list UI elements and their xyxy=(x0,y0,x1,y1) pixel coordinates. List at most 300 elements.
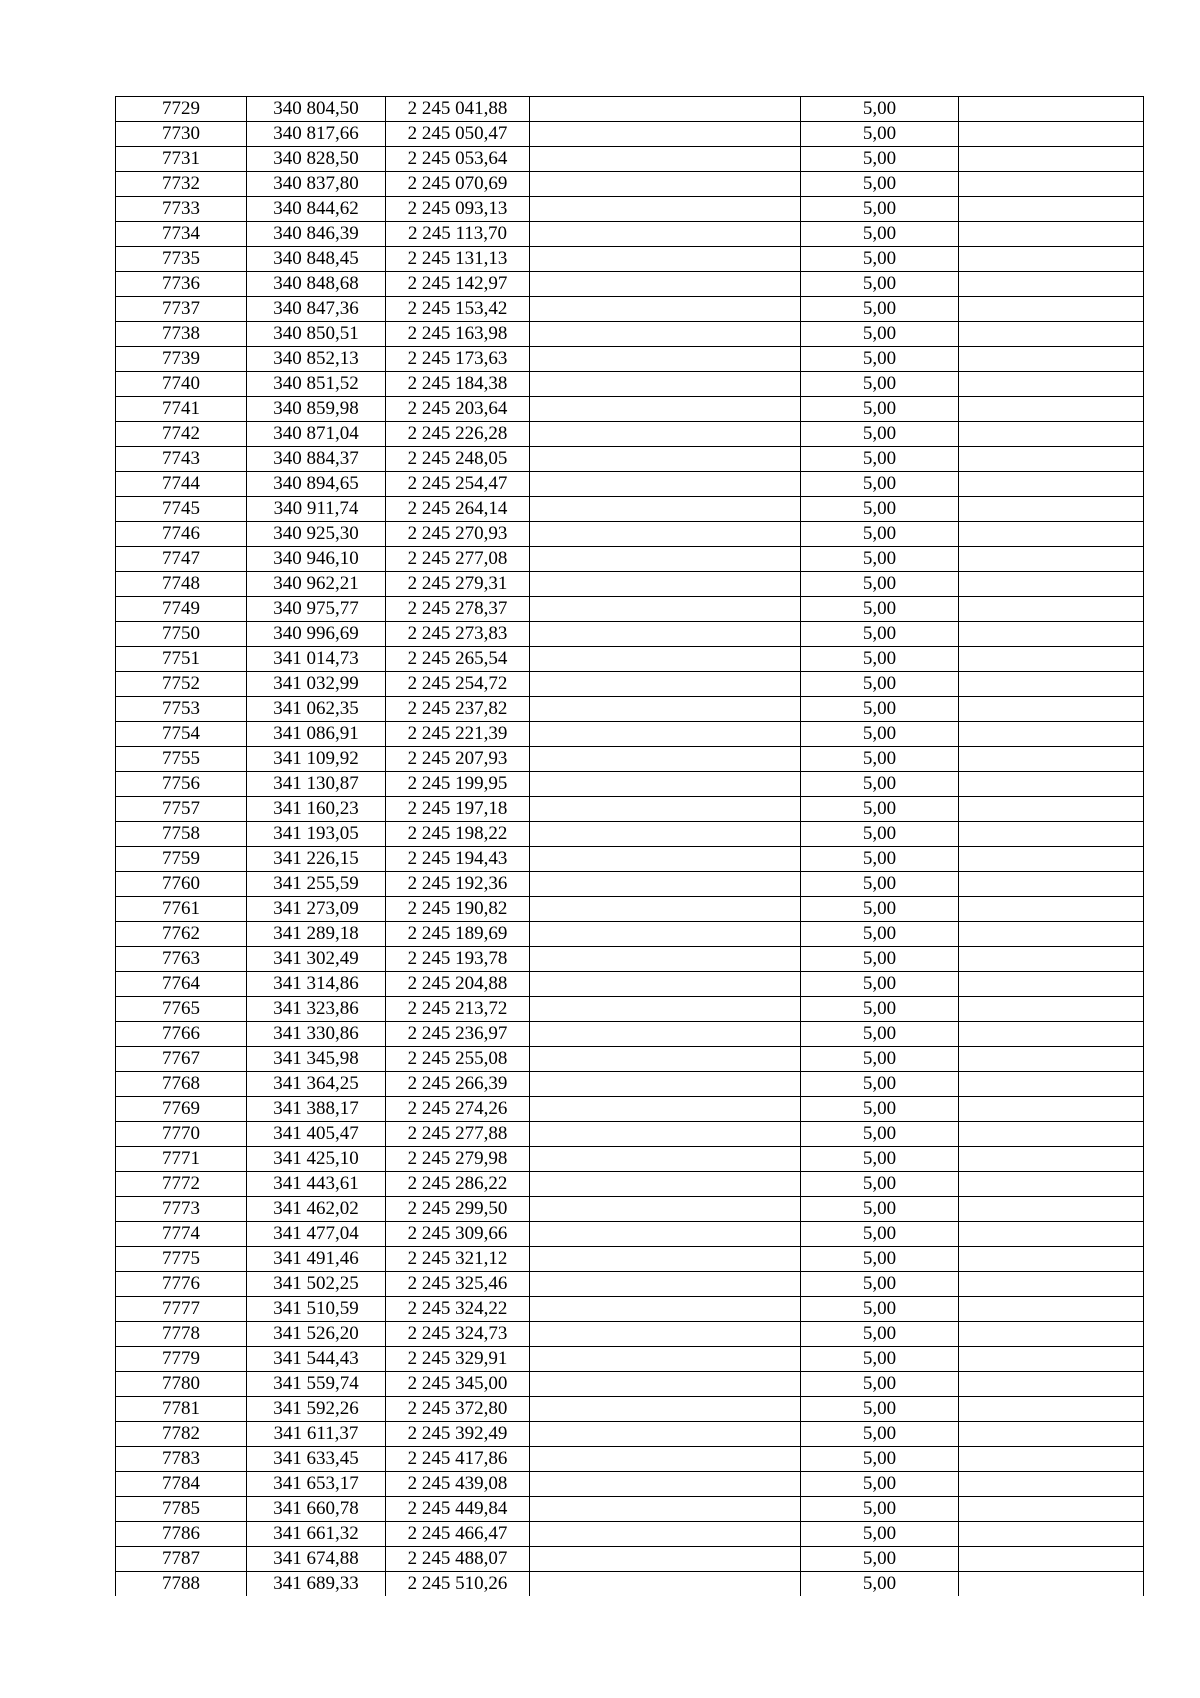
y-coordinate-cell: 2 245 142,97 xyxy=(386,272,530,297)
point-number-cell: 7747 xyxy=(116,547,247,572)
x-coordinate-cell: 341 086,91 xyxy=(247,722,386,747)
y-coordinate-cell: 2 245 194,43 xyxy=(386,847,530,872)
value-cell: 5,00 xyxy=(801,222,959,247)
x-coordinate-cell: 341 255,59 xyxy=(247,872,386,897)
x-coordinate-cell: 341 388,17 xyxy=(247,1097,386,1122)
empty-cell xyxy=(530,597,801,622)
y-coordinate-cell: 2 245 309,66 xyxy=(386,1222,530,1247)
y-coordinate-cell: 2 245 324,22 xyxy=(386,1297,530,1322)
y-coordinate-cell: 2 245 265,54 xyxy=(386,647,530,672)
point-number-cell: 7738 xyxy=(116,322,247,347)
y-coordinate-cell: 2 245 190,82 xyxy=(386,897,530,922)
table-row xyxy=(116,747,1144,772)
y-coordinate-cell: 2 245 510,26 xyxy=(386,1572,530,1597)
value-cell: 5,00 xyxy=(801,372,959,397)
point-number-cell: 7780 xyxy=(116,1372,247,1397)
y-coordinate-cell: 2 245 321,12 xyxy=(386,1247,530,1272)
empty-cell xyxy=(959,622,1144,647)
x-coordinate-cell: 341 062,35 xyxy=(247,697,386,722)
y-coordinate-cell: 2 245 266,39 xyxy=(386,1072,530,1097)
table-row xyxy=(116,472,1144,497)
value-cell: 5,00 xyxy=(801,397,959,422)
value-cell: 5,00 xyxy=(801,972,959,997)
value-cell: 5,00 xyxy=(801,447,959,472)
empty-cell xyxy=(959,1147,1144,1172)
point-number-cell: 7773 xyxy=(116,1197,247,1222)
x-coordinate-cell: 341 330,86 xyxy=(247,1022,386,1047)
empty-cell xyxy=(530,1372,801,1397)
table-row xyxy=(116,222,1144,247)
point-number-cell: 7746 xyxy=(116,522,247,547)
empty-cell xyxy=(959,572,1144,597)
table-row xyxy=(116,1522,1144,1547)
value-cell: 5,00 xyxy=(801,1372,959,1397)
y-coordinate-cell: 2 245 163,98 xyxy=(386,322,530,347)
table-row xyxy=(116,972,1144,997)
empty-cell xyxy=(530,1147,801,1172)
x-coordinate-cell: 341 477,04 xyxy=(247,1222,386,1247)
point-number-cell: 7748 xyxy=(116,572,247,597)
value-cell: 5,00 xyxy=(801,1247,959,1272)
point-number-cell: 7739 xyxy=(116,347,247,372)
table-row xyxy=(116,947,1144,972)
y-coordinate-cell: 2 245 254,47 xyxy=(386,472,530,497)
value-cell: 5,00 xyxy=(801,672,959,697)
empty-cell xyxy=(959,647,1144,672)
empty-cell xyxy=(530,1247,801,1272)
table-row xyxy=(116,922,1144,947)
empty-cell xyxy=(530,1397,801,1422)
empty-cell xyxy=(530,472,801,497)
point-number-cell: 7769 xyxy=(116,1097,247,1122)
y-coordinate-cell: 2 245 372,80 xyxy=(386,1397,530,1422)
x-coordinate-cell: 341 032,99 xyxy=(247,672,386,697)
y-coordinate-cell: 2 245 093,13 xyxy=(386,197,530,222)
point-number-cell: 7756 xyxy=(116,772,247,797)
y-coordinate-cell: 2 245 329,91 xyxy=(386,1347,530,1372)
y-coordinate-cell: 2 245 041,88 xyxy=(386,97,530,122)
empty-cell xyxy=(530,1547,801,1572)
table-row xyxy=(116,1472,1144,1497)
empty-cell xyxy=(959,1272,1144,1297)
y-coordinate-cell: 2 245 221,39 xyxy=(386,722,530,747)
value-cell: 5,00 xyxy=(801,1147,959,1172)
x-coordinate-cell: 341 425,10 xyxy=(247,1147,386,1172)
empty-cell xyxy=(530,172,801,197)
table-body xyxy=(116,97,1144,1597)
y-coordinate-cell: 2 245 439,08 xyxy=(386,1472,530,1497)
empty-cell xyxy=(959,1547,1144,1572)
value-cell: 5,00 xyxy=(801,422,959,447)
y-coordinate-cell: 2 245 198,22 xyxy=(386,822,530,847)
x-coordinate-cell: 341 302,49 xyxy=(247,947,386,972)
y-coordinate-cell: 2 245 153,42 xyxy=(386,297,530,322)
value-cell: 5,00 xyxy=(801,1447,959,1472)
y-coordinate-cell: 2 245 274,26 xyxy=(386,1097,530,1122)
empty-cell xyxy=(959,497,1144,522)
value-cell: 5,00 xyxy=(801,897,959,922)
empty-cell xyxy=(530,147,801,172)
empty-cell xyxy=(959,872,1144,897)
empty-cell xyxy=(530,222,801,247)
x-coordinate-cell: 340 844,62 xyxy=(247,197,386,222)
point-number-cell: 7734 xyxy=(116,222,247,247)
empty-cell xyxy=(530,872,801,897)
x-coordinate-cell: 341 014,73 xyxy=(247,647,386,672)
point-number-cell: 7749 xyxy=(116,597,247,622)
point-number-cell: 7784 xyxy=(116,1472,247,1497)
x-coordinate-cell: 340 851,52 xyxy=(247,372,386,397)
empty-cell xyxy=(959,1222,1144,1247)
x-coordinate-cell: 340 848,45 xyxy=(247,247,386,272)
empty-cell xyxy=(959,1022,1144,1047)
point-number-cell: 7765 xyxy=(116,997,247,1022)
y-coordinate-cell: 2 245 255,08 xyxy=(386,1047,530,1072)
empty-cell xyxy=(959,672,1144,697)
empty-cell xyxy=(959,972,1144,997)
value-cell: 5,00 xyxy=(801,122,959,147)
x-coordinate-cell: 340 828,50 xyxy=(247,147,386,172)
point-number-cell: 7733 xyxy=(116,197,247,222)
value-cell: 5,00 xyxy=(801,1572,959,1597)
x-coordinate-cell: 341 314,86 xyxy=(247,972,386,997)
empty-cell xyxy=(959,1447,1144,1472)
empty-cell xyxy=(530,1197,801,1222)
value-cell: 5,00 xyxy=(801,947,959,972)
x-coordinate-cell: 341 160,23 xyxy=(247,797,386,822)
y-coordinate-cell: 2 245 273,83 xyxy=(386,622,530,647)
empty-cell xyxy=(530,322,801,347)
table-row xyxy=(116,247,1144,272)
empty-cell xyxy=(959,447,1144,472)
table-row xyxy=(116,1047,1144,1072)
value-cell: 5,00 xyxy=(801,1547,959,1572)
empty-cell xyxy=(530,1072,801,1097)
point-number-cell: 7743 xyxy=(116,447,247,472)
empty-cell xyxy=(530,922,801,947)
y-coordinate-cell: 2 245 050,47 xyxy=(386,122,530,147)
empty-cell xyxy=(530,1122,801,1147)
y-coordinate-cell: 2 245 325,46 xyxy=(386,1272,530,1297)
y-coordinate-cell: 2 245 324,73 xyxy=(386,1322,530,1347)
value-cell: 5,00 xyxy=(801,1422,959,1447)
point-number-cell: 7772 xyxy=(116,1172,247,1197)
point-number-cell: 7757 xyxy=(116,797,247,822)
table-row xyxy=(116,1447,1144,1472)
x-coordinate-cell: 341 689,33 xyxy=(247,1572,386,1597)
value-cell: 5,00 xyxy=(801,572,959,597)
point-number-cell: 7758 xyxy=(116,822,247,847)
empty-cell xyxy=(530,1022,801,1047)
empty-cell xyxy=(959,247,1144,272)
x-coordinate-cell: 340 848,68 xyxy=(247,272,386,297)
table-row xyxy=(116,322,1144,347)
empty-cell xyxy=(959,422,1144,447)
empty-cell xyxy=(530,772,801,797)
empty-cell xyxy=(530,822,801,847)
y-coordinate-cell: 2 245 488,07 xyxy=(386,1547,530,1572)
empty-cell xyxy=(959,1372,1144,1397)
table-row xyxy=(116,1497,1144,1522)
empty-cell xyxy=(959,1397,1144,1422)
value-cell: 5,00 xyxy=(801,322,959,347)
empty-cell xyxy=(530,197,801,222)
point-number-cell: 7781 xyxy=(116,1397,247,1422)
point-number-cell: 7779 xyxy=(116,1347,247,1372)
y-coordinate-cell: 2 245 113,70 xyxy=(386,222,530,247)
x-coordinate-cell: 341 462,02 xyxy=(247,1197,386,1222)
point-number-cell: 7786 xyxy=(116,1522,247,1547)
x-coordinate-cell: 340 804,50 xyxy=(247,97,386,122)
table-row xyxy=(116,1272,1144,1297)
empty-cell xyxy=(530,272,801,297)
empty-cell xyxy=(959,272,1144,297)
value-cell: 5,00 xyxy=(801,1222,959,1247)
empty-cell xyxy=(959,997,1144,1022)
x-coordinate-cell: 341 109,92 xyxy=(247,747,386,772)
empty-cell xyxy=(530,372,801,397)
x-coordinate-cell: 340 817,66 xyxy=(247,122,386,147)
table-row xyxy=(116,1372,1144,1397)
empty-cell xyxy=(959,722,1144,747)
value-cell: 5,00 xyxy=(801,1522,959,1547)
point-number-cell: 7735 xyxy=(116,247,247,272)
empty-cell xyxy=(959,1497,1144,1522)
y-coordinate-cell: 2 245 213,72 xyxy=(386,997,530,1022)
point-number-cell: 7770 xyxy=(116,1122,247,1147)
empty-cell xyxy=(959,122,1144,147)
point-number-cell: 7762 xyxy=(116,922,247,947)
table-row xyxy=(116,1547,1144,1572)
empty-cell xyxy=(959,147,1144,172)
point-number-cell: 7744 xyxy=(116,472,247,497)
point-number-cell: 7732 xyxy=(116,172,247,197)
y-coordinate-cell: 2 245 299,50 xyxy=(386,1197,530,1222)
value-cell: 5,00 xyxy=(801,1022,959,1047)
x-coordinate-cell: 340 962,21 xyxy=(247,572,386,597)
x-coordinate-cell: 340 884,37 xyxy=(247,447,386,472)
x-coordinate-cell: 341 559,74 xyxy=(247,1372,386,1397)
table-row xyxy=(116,147,1144,172)
point-number-cell: 7785 xyxy=(116,1497,247,1522)
empty-cell xyxy=(530,1297,801,1322)
empty-cell xyxy=(959,1097,1144,1122)
x-coordinate-cell: 340 946,10 xyxy=(247,547,386,572)
value-cell: 5,00 xyxy=(801,772,959,797)
empty-cell xyxy=(530,1172,801,1197)
x-coordinate-cell: 340 850,51 xyxy=(247,322,386,347)
y-coordinate-cell: 2 245 236,97 xyxy=(386,1022,530,1047)
y-coordinate-cell: 2 245 466,47 xyxy=(386,1522,530,1547)
x-coordinate-cell: 340 925,30 xyxy=(247,522,386,547)
empty-cell xyxy=(959,172,1144,197)
y-coordinate-cell: 2 245 345,00 xyxy=(386,1372,530,1397)
empty-cell xyxy=(530,122,801,147)
point-number-cell: 7730 xyxy=(116,122,247,147)
table-row xyxy=(116,422,1144,447)
x-coordinate-cell: 340 975,77 xyxy=(247,597,386,622)
table-row xyxy=(116,372,1144,397)
empty-cell xyxy=(959,297,1144,322)
value-cell: 5,00 xyxy=(801,1047,959,1072)
empty-cell xyxy=(530,1047,801,1072)
point-number-cell: 7737 xyxy=(116,297,247,322)
y-coordinate-cell: 2 245 417,86 xyxy=(386,1447,530,1472)
empty-cell xyxy=(530,1522,801,1547)
table-row xyxy=(116,1247,1144,1272)
x-coordinate-cell: 340 996,69 xyxy=(247,622,386,647)
x-coordinate-cell: 341 289,18 xyxy=(247,922,386,947)
x-coordinate-cell: 341 193,05 xyxy=(247,822,386,847)
y-coordinate-cell: 2 245 207,93 xyxy=(386,747,530,772)
empty-cell xyxy=(959,1047,1144,1072)
table-row xyxy=(116,1097,1144,1122)
x-coordinate-cell: 341 653,17 xyxy=(247,1472,386,1497)
point-number-cell: 7729 xyxy=(116,97,247,122)
y-coordinate-cell: 2 245 254,72 xyxy=(386,672,530,697)
x-coordinate-cell: 340 894,65 xyxy=(247,472,386,497)
y-coordinate-cell: 2 245 248,05 xyxy=(386,447,530,472)
x-coordinate-cell: 340 859,98 xyxy=(247,397,386,422)
value-cell: 5,00 xyxy=(801,472,959,497)
empty-cell xyxy=(530,497,801,522)
y-coordinate-cell: 2 245 270,93 xyxy=(386,522,530,547)
empty-cell xyxy=(530,572,801,597)
y-coordinate-cell: 2 245 449,84 xyxy=(386,1497,530,1522)
value-cell: 5,00 xyxy=(801,847,959,872)
empty-cell xyxy=(530,897,801,922)
empty-cell xyxy=(959,1247,1144,1272)
x-coordinate-cell: 341 633,45 xyxy=(247,1447,386,1472)
x-coordinate-cell: 341 661,32 xyxy=(247,1522,386,1547)
empty-cell xyxy=(959,772,1144,797)
empty-cell xyxy=(959,1197,1144,1222)
table-row xyxy=(116,872,1144,897)
table-row xyxy=(116,697,1144,722)
empty-cell xyxy=(959,697,1144,722)
table-row xyxy=(116,597,1144,622)
empty-cell xyxy=(959,547,1144,572)
y-coordinate-cell: 2 245 279,98 xyxy=(386,1147,530,1172)
point-number-cell: 7741 xyxy=(116,397,247,422)
x-coordinate-cell: 341 510,59 xyxy=(247,1297,386,1322)
y-coordinate-cell: 2 245 173,63 xyxy=(386,347,530,372)
value-cell: 5,00 xyxy=(801,822,959,847)
x-coordinate-cell: 340 871,04 xyxy=(247,422,386,447)
table-row xyxy=(116,1297,1144,1322)
value-cell: 5,00 xyxy=(801,1297,959,1322)
point-number-cell: 7731 xyxy=(116,147,247,172)
y-coordinate-cell: 2 245 204,88 xyxy=(386,972,530,997)
x-coordinate-cell: 341 592,26 xyxy=(247,1397,386,1422)
point-number-cell: 7766 xyxy=(116,1022,247,1047)
value-cell: 5,00 xyxy=(801,1397,959,1422)
table-row xyxy=(116,547,1144,572)
y-coordinate-cell: 2 245 226,28 xyxy=(386,422,530,447)
point-number-cell: 7764 xyxy=(116,972,247,997)
y-coordinate-cell: 2 245 286,22 xyxy=(386,1172,530,1197)
empty-cell xyxy=(530,747,801,772)
value-cell: 5,00 xyxy=(801,1072,959,1097)
point-number-cell: 7745 xyxy=(116,497,247,522)
table-row xyxy=(116,522,1144,547)
empty-cell xyxy=(959,1072,1144,1097)
x-coordinate-cell: 341 443,61 xyxy=(247,1172,386,1197)
table-row xyxy=(116,572,1144,597)
empty-cell xyxy=(959,797,1144,822)
empty-cell xyxy=(959,1297,1144,1322)
empty-cell xyxy=(530,247,801,272)
point-number-cell: 7783 xyxy=(116,1447,247,1472)
table-row xyxy=(116,122,1144,147)
point-number-cell: 7760 xyxy=(116,872,247,897)
table-row xyxy=(116,1222,1144,1247)
empty-cell xyxy=(530,97,801,122)
table-row xyxy=(116,497,1144,522)
empty-cell xyxy=(530,347,801,372)
empty-cell xyxy=(959,1472,1144,1497)
empty-cell xyxy=(530,672,801,697)
point-number-cell: 7782 xyxy=(116,1422,247,1447)
empty-cell xyxy=(959,522,1144,547)
point-number-cell: 7761 xyxy=(116,897,247,922)
empty-cell xyxy=(959,947,1144,972)
table-row xyxy=(116,822,1144,847)
y-coordinate-cell: 2 245 189,69 xyxy=(386,922,530,947)
table-row xyxy=(116,1197,1144,1222)
empty-cell xyxy=(959,472,1144,497)
point-number-cell: 7776 xyxy=(116,1272,247,1297)
point-number-cell: 7788 xyxy=(162,1573,200,1594)
empty-cell xyxy=(959,222,1144,247)
value-cell: 5,00 xyxy=(801,1172,959,1197)
x-coordinate-cell: 341 491,46 xyxy=(247,1247,386,1272)
empty-cell xyxy=(959,347,1144,372)
value-cell: 5,00 xyxy=(801,1497,959,1522)
x-coordinate-cell: 341 364,25 xyxy=(247,1072,386,1097)
x-coordinate-cell: 341 345,98 xyxy=(247,1047,386,1072)
empty-cell xyxy=(959,747,1144,772)
y-coordinate-cell: 2 245 277,08 xyxy=(386,547,530,572)
empty-cell xyxy=(530,647,801,672)
value-cell: 5,00 xyxy=(801,1347,959,1372)
value-cell: 5,00 xyxy=(801,722,959,747)
y-coordinate-cell: 2 245 203,64 xyxy=(386,397,530,422)
table-row xyxy=(116,1422,1144,1447)
empty-cell xyxy=(959,1347,1144,1372)
empty-cell xyxy=(959,197,1144,222)
point-number-cell: 7768 xyxy=(116,1072,247,1097)
y-coordinate-cell: 2 245 197,18 xyxy=(386,797,530,822)
y-coordinate-cell: 2 245 193,78 xyxy=(386,947,530,972)
point-number-cell: 7751 xyxy=(116,647,247,672)
table-row xyxy=(116,197,1144,222)
point-number-cell: 7763 xyxy=(116,947,247,972)
empty-cell xyxy=(530,447,801,472)
x-coordinate-cell: 340 852,13 xyxy=(247,347,386,372)
table-row xyxy=(116,97,1144,122)
empty-cell xyxy=(530,1572,801,1597)
x-coordinate-cell: 341 611,37 xyxy=(247,1422,386,1447)
empty-cell xyxy=(530,947,801,972)
empty-cell xyxy=(959,1522,1144,1547)
x-coordinate-cell: 341 544,43 xyxy=(247,1347,386,1372)
x-coordinate-cell: 341 526,20 xyxy=(247,1322,386,1347)
table-row xyxy=(116,347,1144,372)
y-coordinate-cell: 2 245 053,64 xyxy=(386,147,530,172)
empty-cell xyxy=(530,522,801,547)
table-row xyxy=(116,1397,1144,1422)
